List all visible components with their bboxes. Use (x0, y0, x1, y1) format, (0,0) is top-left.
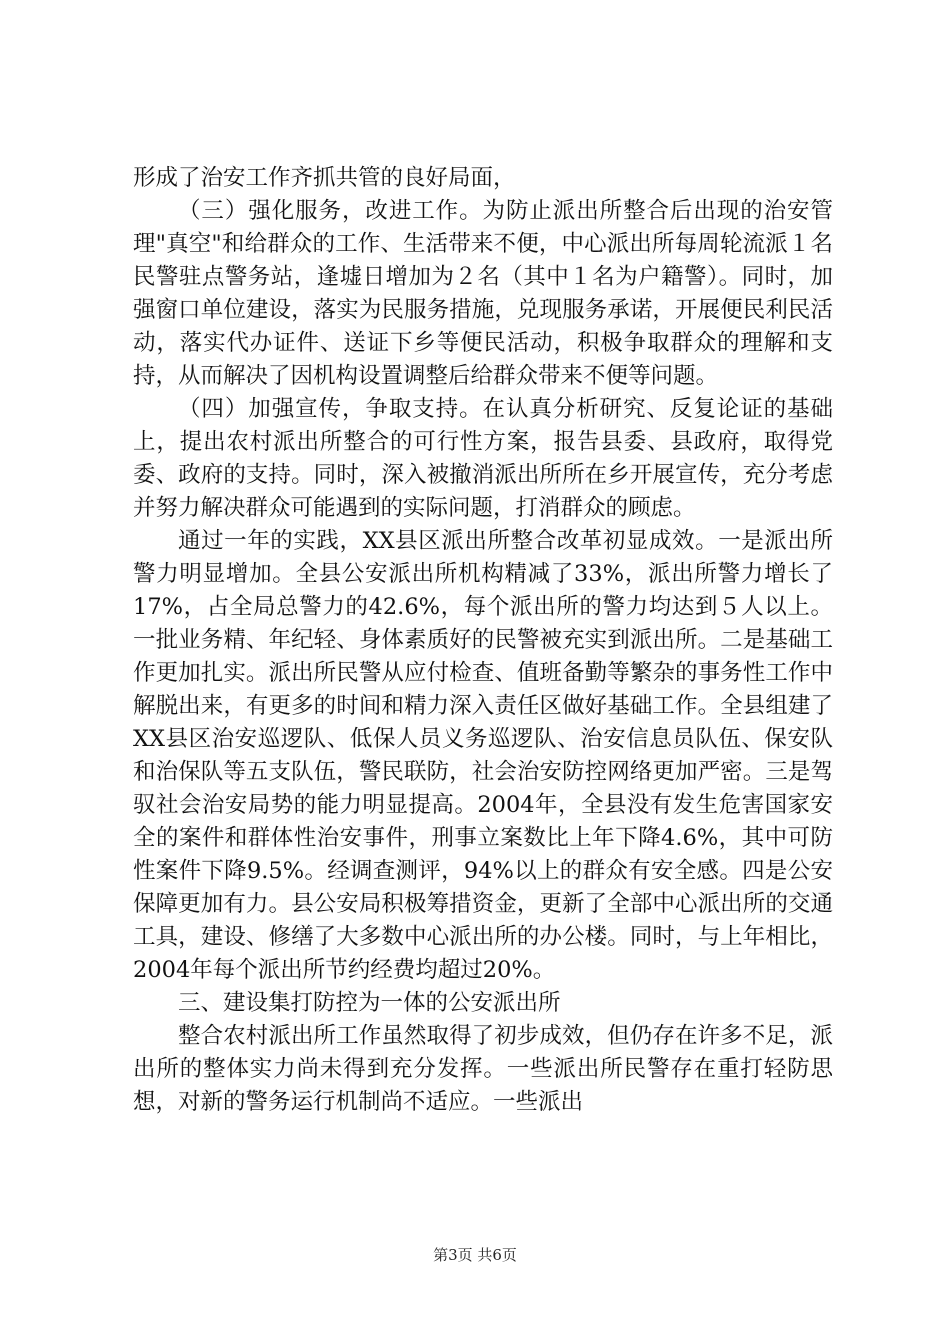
page-footer: 第3页 共6页 (433, 1246, 517, 1264)
paragraph-4: 通过一年的实践，XX县区派出所整合改革初显成效。一是派出所警力明显增加。全县公安派出所机构精减了33%，派出所警力增长了17%，占全局总警力的42.6%，每个派出所的警力均达到５人以上。一批业务精、年纪轻、身体素质好的民警被充实到派出所。二是基础工作更加扎实。派出所民警从应付检查、值班备勤等繁杂的事务性工作中解脱出来，有更多的时间和精力深入责任区做好基础工作。全县组建了XX县区治安巡逻队、低保人员义务巡逻队、治安信息员队伍、保安队和治保队等五支队伍，警民联防，社会治安防控网络更加严密。三是驾驭社会治安局势的能力明显提高。2004年，全县没有发生危害国家安全的案件和群体性治安事件，刑事立案数比上年下降4.6%，其中可防性案件下降9.5%。经调查测评，94%以上的群众有安全感。四是公安保障更加有力。县公安局积极筹措资金，更新了全部中心派出所的交通工具，建设、修缮了大多数中心派出所的办公楼。同时，与上年相比，2004年每个派出所节约经费均超过20%。 (133, 528, 833, 983)
document-body (133, 162, 833, 1119)
paragraph-1: 形成了治安工作齐抓共管的良好局面， (133, 165, 516, 191)
paragraph-2: （三）强化服务，改进工作。为防止派出所整合后出现的治安管理"真空"和给群众的工作、生活带来不便，中心派出所每周轮流派１名民警驻点警务站，逢墟日增加为２名（其中１名为户籍警）。同时，加强窗口单位建设，落实为民服务措施，兑现服务承诺，开展便民利民活动，落实代办证件、送证下乡等便民活动，积极争取群众的理解和支持，从而解决了因机构设置调整后给群众带来不便等问题。 (133, 198, 833, 389)
paragraph-3: （四）加强宣传，争取支持。在认真分析研究、反复论证的基础上，提出农村派出所整合的可行性方案，报告县委、县政府，取得党委、政府的支持。同时，深入被撤消派出所所在乡开展宣传，充分考虑并努力解决群众可能遇到的实际问题，打消群众的顾虑。 (133, 396, 833, 521)
paragraph-5: 整合农村派出所工作虽然取得了初步成效，但仍存在许多不足，派出所的整体实力尚未得到充分发挥。一些派出所民警存在重打轻防思想，对新的警务运行机制尚不适应。一些派出 (133, 1023, 833, 1115)
section-heading: 三、建设集打防控为一体的公安派出所 (178, 990, 561, 1016)
